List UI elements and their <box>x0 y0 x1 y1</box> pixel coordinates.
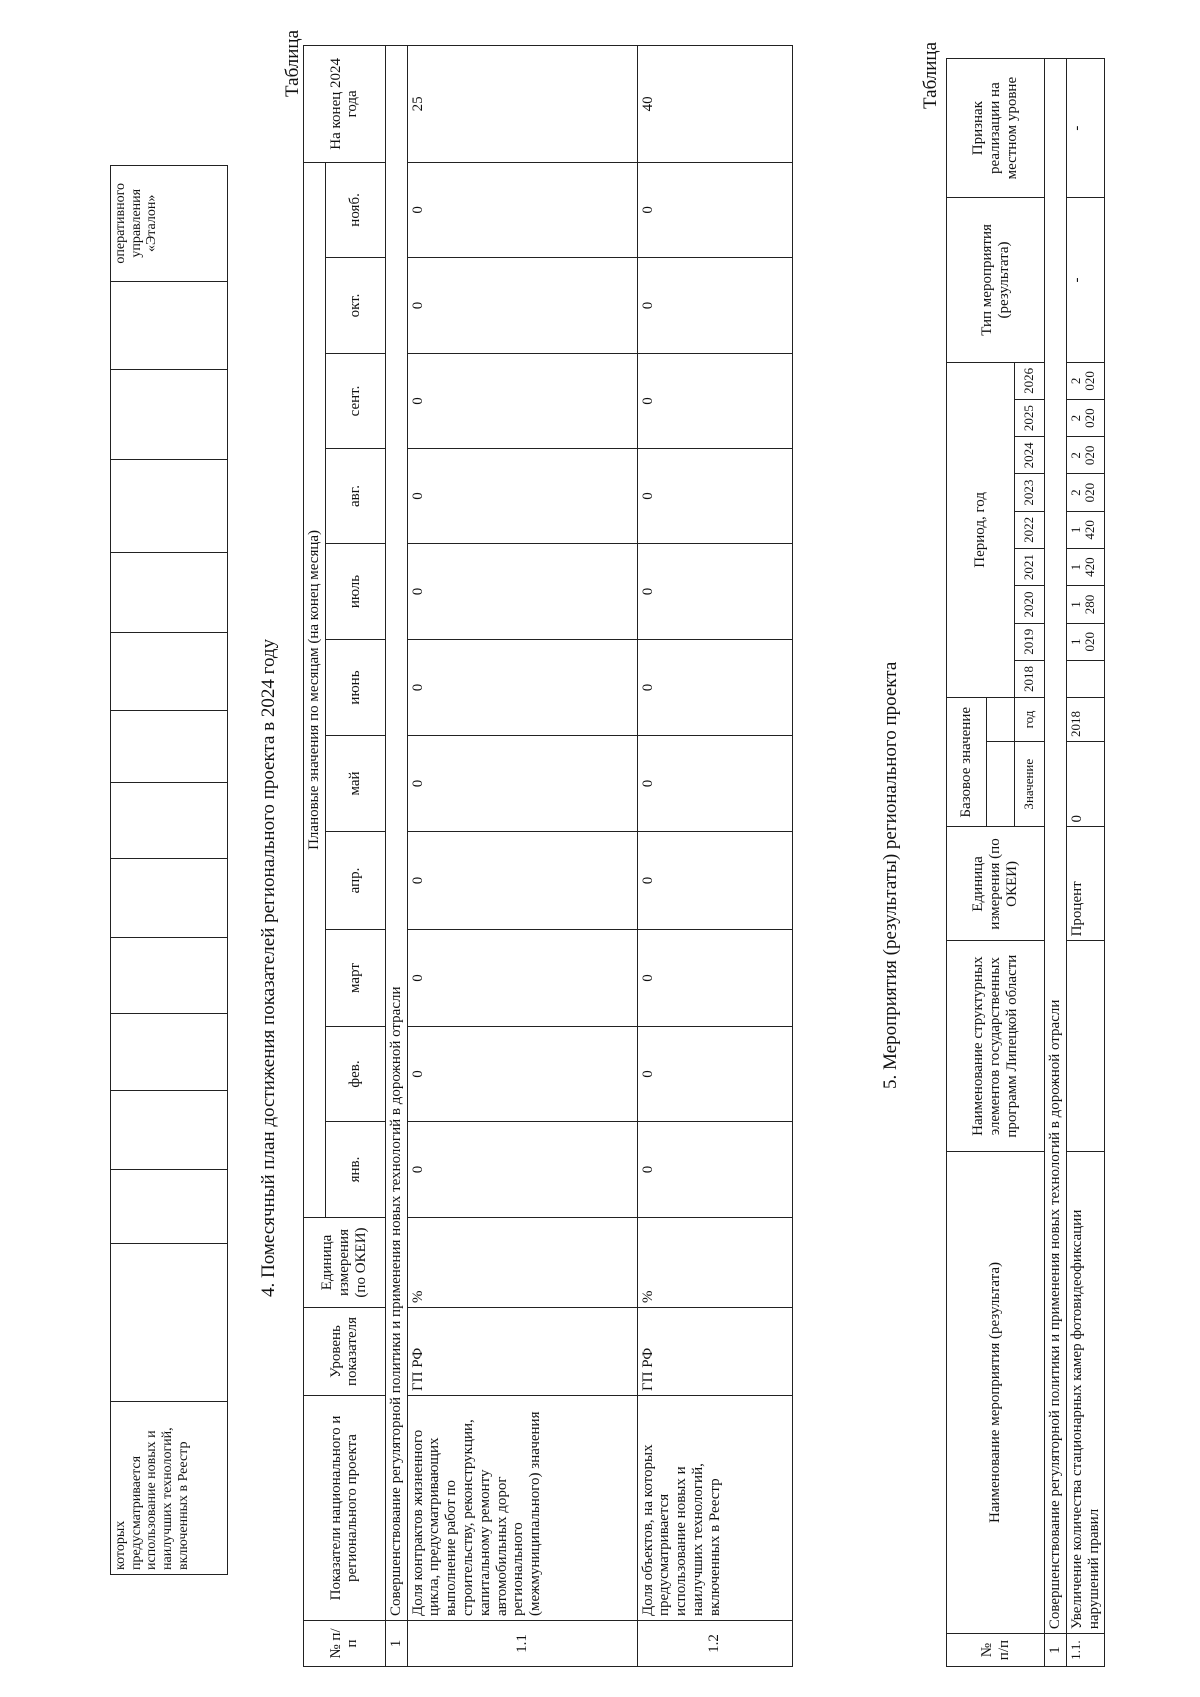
month-header: янв. <box>325 1122 385 1218</box>
section5-title: 5. Мероприятия (результаты) регионального проекта <box>880 661 901 1089</box>
row-year-value <box>1066 660 1105 697</box>
row-local: - <box>1066 59 1105 198</box>
month-header: сент. <box>325 354 385 449</box>
row-unit: Процент <box>1066 827 1105 941</box>
row-month-value: 0 <box>637 544 792 640</box>
row-month-value: 0 <box>637 449 792 544</box>
row-month-value: 0 <box>637 832 792 930</box>
row-month-value: 0 <box>637 736 792 832</box>
row-month-value: 0 <box>637 640 792 736</box>
row-year-value: 2 020 <box>1066 474 1105 511</box>
row-month-value: 0 <box>407 640 637 736</box>
row-name: Увеличение количества стационарных камер фотовидеофиксации нарушений правил <box>1066 1151 1105 1633</box>
table-row <box>637 45 792 1666</box>
table-row <box>407 45 637 1666</box>
row-structural <box>1066 941 1105 1151</box>
row-end-value: 40 <box>637 45 792 162</box>
year-header: 2025 <box>1015 399 1045 436</box>
col-unit-header: Единица измерения (по ОКЕИ) <box>304 1218 386 1308</box>
col-planned-header: Плановые значения по месяцам (на конец месяца) <box>304 162 326 1217</box>
month-header: май <box>325 736 385 832</box>
month-header: июнь <box>325 640 385 736</box>
row-month-value: 0 <box>637 354 792 449</box>
col-level-header: Уровень показателя <box>304 1308 386 1396</box>
row-type: - <box>1066 198 1105 362</box>
col-base-header: Базовое значение <box>947 698 987 827</box>
row-num: 1.1. <box>1066 1634 1105 1667</box>
row-indicator: Доля объектов, на которых предусматривается использование новых и наилучших технологий, включенных в Реестр <box>637 1396 792 1621</box>
month-header: окт. <box>325 258 385 354</box>
year-header: 2024 <box>1015 437 1045 474</box>
row-month-value: 0 <box>407 1027 637 1122</box>
previous-table-row <box>111 166 228 1575</box>
year-header: 2022 <box>1015 511 1045 548</box>
year-header: 2020 <box>1015 586 1045 623</box>
row-month-value: 0 <box>637 1122 792 1218</box>
row-month-value: 0 <box>637 258 792 354</box>
row-year-value: 1 420 <box>1066 511 1105 548</box>
row-month-value: 0 <box>407 736 637 832</box>
row-year-value: 1 420 <box>1066 549 1105 586</box>
row-month-value: 0 <box>407 544 637 640</box>
row-unit: % <box>407 1218 637 1308</box>
monthly-plan-header-row <box>304 45 326 1666</box>
previous-responsible-cell: оперативного управления «Эталон» <box>111 166 228 282</box>
col-num-header: № п/п <box>304 1621 386 1667</box>
col-base-value-header: Значение <box>1015 741 1045 826</box>
row-end-value: 25 <box>407 45 637 162</box>
group-title: Совершенствование регуляторной политики и применения новых технологий в дорожной отрасли <box>1045 59 1067 1634</box>
month-header: нояб. <box>325 162 385 257</box>
activities-group-row <box>1045 59 1067 1667</box>
month-header: март <box>325 930 385 1027</box>
row-base-year: 2018 <box>1066 698 1105 742</box>
group-num: 1 <box>385 1621 407 1667</box>
col-local-header: Признак реализации на местном уровне <box>947 59 1045 198</box>
monthly-plan-group-row <box>385 45 407 1666</box>
month-header: фев. <box>325 1027 385 1122</box>
previous-table-fragment <box>110 165 228 1575</box>
month-header: июль <box>325 544 385 640</box>
row-year-value: 2 020 <box>1066 437 1105 474</box>
year-header: 2018 <box>1015 660 1045 697</box>
row-year-value: 2 020 <box>1066 399 1105 436</box>
col-structural-header: Наименование структурных элементов государственных программ Липецкой области <box>947 941 1045 1151</box>
row-month-value: 0 <box>407 1122 637 1218</box>
col-num-header: № п/п <box>947 1634 1045 1667</box>
section5-table-label: Таблица <box>920 41 941 109</box>
row-month-value: 0 <box>407 354 637 449</box>
row-month-value: 0 <box>407 162 637 257</box>
col-end-header: На конец 2024 года <box>304 45 386 162</box>
col-name-header: Наименование мероприятия (результата) <box>947 1151 1045 1633</box>
previous-indicator-cell: которых предусматривается использование новых и наилучших технологий, включенных в Реестр <box>111 1401 228 1574</box>
col-unit-header: Единица измерения (по ОКЕИ) <box>947 827 1045 941</box>
col-type-header: Тип мероприятия (результата) <box>947 198 1045 362</box>
monthly-plan-table <box>303 45 793 1667</box>
col-indicator-header: Показатели национального и регионального проекта <box>304 1396 386 1621</box>
row-year-value: 2 020 <box>1066 362 1105 399</box>
col-base-year-header: год <box>1015 698 1045 742</box>
activities-table <box>946 58 1105 1667</box>
section4-title: 4. Помесячный план достижения показателей регионального проекта в 2024 году <box>258 638 279 1297</box>
row-month-value: 0 <box>637 1027 792 1122</box>
year-header: 2026 <box>1015 362 1045 399</box>
group-num: 1 <box>1045 1634 1067 1667</box>
row-num: 1.2 <box>637 1621 792 1667</box>
row-base-value: 0 <box>1066 741 1105 826</box>
row-month-value: 0 <box>407 832 637 930</box>
row-month-value: 0 <box>407 930 637 1027</box>
row-indicator: Доля контрактов жизненного цикла, предусматривающих выполнение работ по строительству, реконструкции, капитальному ремонту автомобильных дорог регионального (межмуниципального) значения <box>407 1396 637 1621</box>
year-header: 2019 <box>1015 623 1045 660</box>
activities-header-row <box>947 59 987 1667</box>
table-row <box>1066 59 1105 1667</box>
group-title: Совершенствование регуляторной политики и применения новых технологий в дорожной отрасли <box>385 45 407 1620</box>
year-header: 2023 <box>1015 474 1045 511</box>
row-year-value: 1 280 <box>1066 586 1105 623</box>
col-period-header: Период, год <box>947 362 1015 697</box>
row-level: ГП РФ <box>407 1308 637 1396</box>
row-num: 1.1 <box>407 1621 637 1667</box>
month-header: апр. <box>325 832 385 930</box>
row-year-value: 1 020 <box>1066 623 1105 660</box>
row-month-value: 0 <box>407 449 637 544</box>
month-header: авг. <box>325 449 385 544</box>
year-header: 2021 <box>1015 549 1045 586</box>
row-month-value: 0 <box>637 162 792 257</box>
section4-table-label: Таблица <box>282 29 303 97</box>
row-month-value: 0 <box>407 258 637 354</box>
row-level: ГП РФ <box>637 1308 792 1396</box>
row-month-value: 0 <box>637 930 792 1027</box>
row-unit: % <box>637 1218 792 1308</box>
